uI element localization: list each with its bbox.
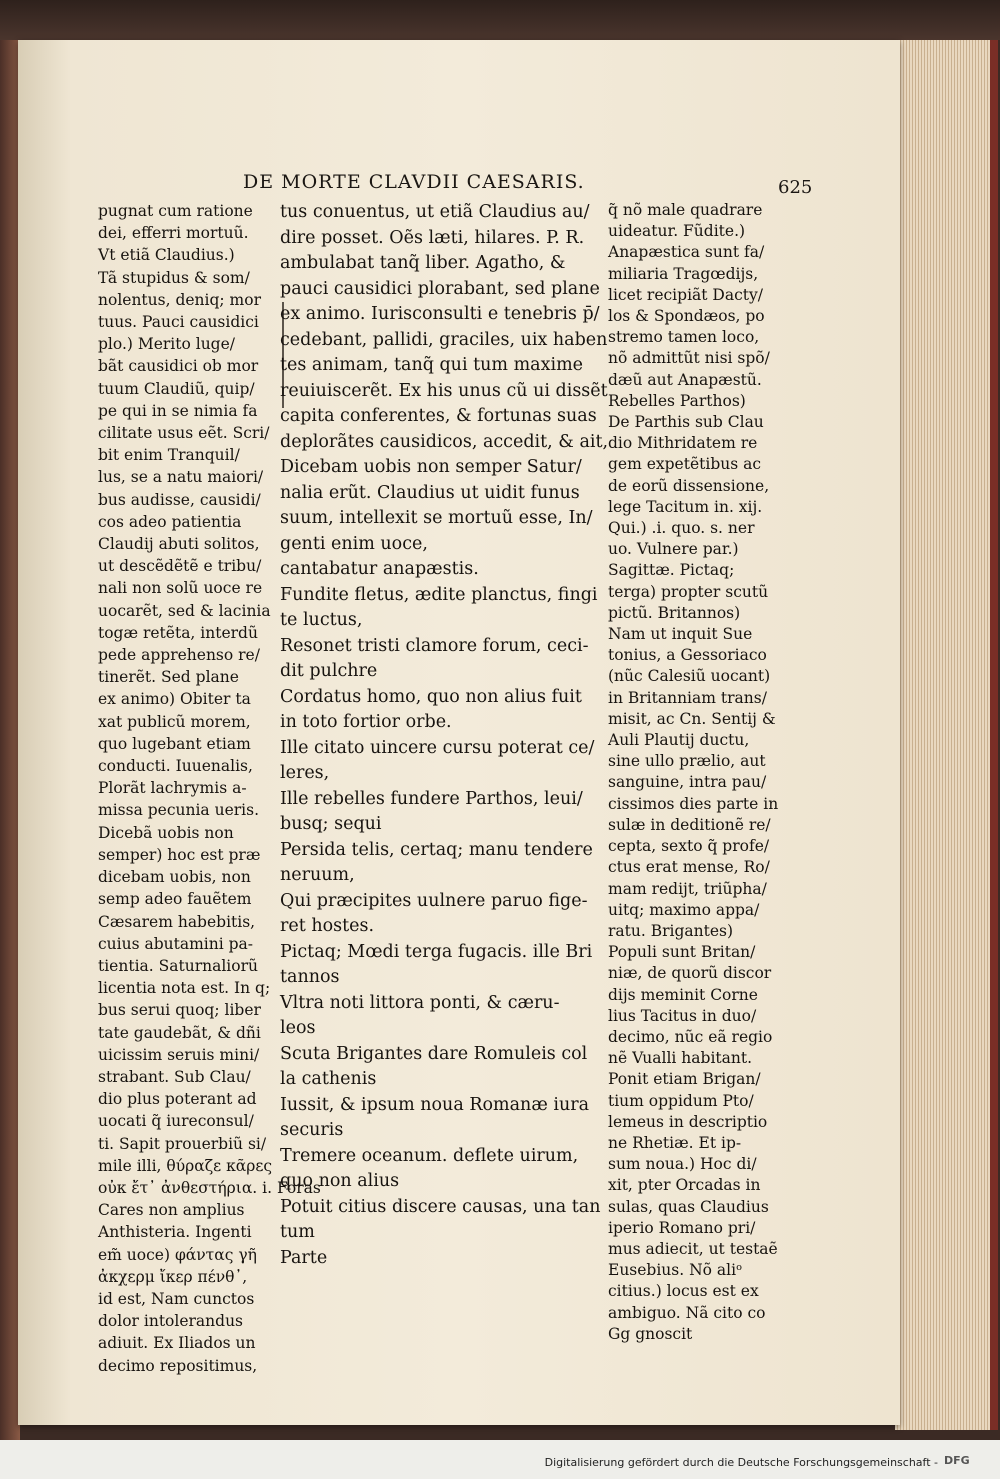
commentary-line: stremo tamen loco, [608,328,760,347]
commentary-line: dolor intolerandus [98,1312,244,1331]
commentary-line: ἀκχερμ ἴκερ πένθ᾽, [98,1267,248,1286]
commentary-line: pugnat cum ratione [98,202,253,220]
commentary-line: pictũ. Britannos) [608,603,741,622]
text-line: Persida telis, certaq; manu tendere [280,839,593,860]
commentary-line: sulas, quas Claudius [608,1197,769,1216]
commentary-line: Sagittæ. Pictaq; [608,561,735,580]
commentary-line: sine ullo prælio, aut [608,752,766,771]
dfg-logo: DFG [944,1454,970,1467]
commentary-line: semper) hoc est præ [98,845,261,864]
commentary-line: nẽ Vualli habitant. [608,1049,753,1068]
commentary-line: q̃ nõ male quadrare [608,201,763,219]
commentary-line: togæ retẽta, interdũ [98,623,258,642]
commentary-line: cuius abutamini pa- [98,934,254,953]
commentary-line: cos adeo patientia [98,512,242,531]
commentary-line: sulæ in deditionẽ re/ [608,815,771,834]
text-line: Vltra noti littora ponti, & cæru- [280,992,560,1013]
commentary-line: tinerẽt. Sed plane [98,668,239,687]
text-line: nalia erũt. Claudius ut uidit funus [280,482,580,503]
book-spine [0,40,20,1440]
main-text-column [280,200,609,1271]
commentary-line: mus adiecit, ut testaẽ [608,1239,778,1258]
commentary-line: Tã stupidus & som/ [98,268,250,287]
text-line: cantabatur anapæstis. [280,559,479,579]
commentary-line: uideatur. Fũdite.) [608,222,746,241]
commentary-line: Anapæstica sunt fa/ [608,243,765,262]
commentary-line: semp adeo fauẽtem [98,890,252,909]
commentary-line: tuum Claudiũ, quip/ [98,379,255,398]
commentary-line: Qui.) .i. quo. s. ner [608,519,755,538]
commentary-line: tuus. Pauci causidici [98,313,259,332]
commentary-line: de eorũ dissensione, [608,476,770,495]
commentary-line: nali non solũ uoce re [98,579,263,598]
commentary-line: uicissim seruis mini/ [98,1045,260,1064]
commentary-line: Plorãt lachrymis a- [98,779,247,798]
commentary-line: xit, pter Orcadas in [608,1176,761,1195]
commentary-line: dijs meminit Corne [608,985,758,1004]
text-line: deplorãtes causidicos, accedit, & ait, [280,431,609,452]
text-line: Ille rebelles fundere Parthos, leui/ [280,788,583,809]
text-line: suum, intellexit se mortuũ esse, In/ [280,508,593,528]
commentary-line: ctus erat mense, Ro/ [608,858,770,877]
commentary-line: οὐκ ἔτ᾽ ἀνθεστήρια. i. Foras [98,1178,321,1197]
commentary-line: misit, ac Cn. Sentij & [608,709,776,728]
page-number: 625 [778,177,813,198]
commentary-line: adiuit. Ex Iliados un [98,1334,256,1353]
commentary-line: xat publicũ morem, [98,712,251,731]
text-line: Cordatus homo, quo non alius fuit [280,686,582,707]
commentary-line: tientia. Saturnaliorũ [98,956,258,975]
text-line: Potuit citius discere causas, una tan [280,1196,601,1217]
commentary-line: Claudij abuti solitos, [98,535,260,554]
commentary-line: missa pecunia ueris. [98,801,260,820]
book-cover-top [0,0,1000,40]
text-line: quo non alius [280,1171,400,1191]
commentary-line: uitq; maximo appa/ [608,900,760,919]
text-line: Dicebam uobis non semper Satur/ [280,457,582,477]
text-line: in toto fortior orbe. [280,712,452,732]
text-line: tannos [280,967,340,987]
text-line: ex animo. Iurisconsulti e tenebris p̄/ [280,304,600,324]
commentary-line: Vt etiã Claudius.) [98,246,235,265]
commentary-line: citius.) locus est ex [608,1282,759,1301]
commentary-line: cissimos dies parte in [608,794,779,813]
commentary-line: los & Spondæos, po [608,307,765,326]
text-line: Ille citato uincere cursu poterat ce/ [280,737,595,758]
right-commentary-column [608,200,788,1345]
text-line: pauci causidici plorabant, sed plane [280,278,600,299]
text-line: la cathenis [280,1069,377,1089]
text-line: Scuta Brigantes dare Romuleis col [280,1043,588,1064]
commentary-line: strabant. Sub Clau/ [98,1067,251,1086]
text-line: tus conuentus, ut etiã Claudius au/ [280,202,590,222]
text-line: Pictaq; Mœdi terga fugacis. ille Bri [280,941,593,962]
commentary-line: nõ admittũt nisi spõ/ [608,349,770,368]
text-line: Tremere oceanum. deflete uirum, [280,1145,579,1166]
commentary-line: Rebelles Parthos) [608,391,746,410]
commentary-line: id est, Nam cunctos [98,1289,255,1308]
commentary-line: niæ, de quorũ discor [608,964,772,983]
commentary-line: Dicebã uobis non [98,823,234,842]
commentary-line: bus audisse, causidi/ [98,490,261,509]
commentary-line: dæũ aut Anapæstũ. [608,370,762,389]
commentary-line: uocarẽt, sed & lacinia [98,601,271,620]
text-line: ret hostes. [280,916,375,936]
text-line: reuiuiscerẽt. Ex his unus cũ ui dissẽt [280,380,608,401]
footer-bar [0,1448,1000,1479]
commentary-line: Cæsarem habebitis, [98,912,256,931]
commentary-line: licentia nota est. In q; [98,979,271,998]
commentary-line: dicebam uobis, non [98,868,251,887]
commentary-line: Cares non amplius [98,1201,245,1220]
commentary-line: sanguine, intra pau/ [608,773,767,792]
commentary-line: conducti. Iuuenalis, [98,757,253,776]
commentary-line: cepta, sexto q̃ profe/ [608,837,770,856]
commentary-line: Ponit etiam Brigan/ [608,1070,761,1089]
text-line: leres, [280,763,330,783]
commentary-line: uocati q̃ iureconsul/ [98,1112,254,1131]
commentary-line: Anthisteria. Ingenti [98,1223,252,1242]
commentary-line: uo. Vulnere par.) [608,540,739,559]
commentary-line: Gg gnoscit [608,1324,693,1343]
commentary-line: decimo repositimus, [98,1356,258,1375]
commentary-line: lemeus in descriptio [608,1112,768,1131]
commentary-line: sum noua.) Hoc di/ [608,1155,757,1174]
commentary-line: tate gaudebãt, & dñi [98,1023,261,1042]
commentary-line: quo lugebant etiam [98,734,251,753]
text-line: capita conferentes, & fortunas suas [280,406,597,426]
commentary-line: mile illi, θύραζε κᾶρες [98,1156,273,1175]
text-line: busq; sequi [280,814,382,834]
commentary-line: ambiguo. Nã cito co [608,1303,766,1322]
text-line: ambulabat tanq̃ liber. Agatho, & [280,253,566,273]
text-line: tes animam, tanq̃ qui tum maxime [280,355,584,375]
commentary-line: lege Tacitum in. xij. [608,497,763,516]
text-line: Parte [280,1247,328,1268]
commentary-line: gem expetẽtibus ac [608,455,762,474]
commentary-line: iperio Romano pri/ [608,1218,756,1237]
commentary-line: Auli Plautij ductu, [608,731,750,750]
commentary-line: pede apprehenso re/ [98,646,260,665]
commentary-line: ex animo) Obiter ta [98,690,251,709]
text-line: Qui præcipites uulnere paruo fige- [280,890,588,911]
commentary-line: nolentus, deniq; mor [98,290,261,309]
commentary-line: cilitate usus eẽt. Scri/ [98,424,270,443]
text-line: leos [280,1018,316,1038]
commentary-line: ne Rhetiæ. Et ip- [608,1133,742,1152]
text-line: Resonet tristi clamore forum, ceci- [280,635,589,656]
text-line: neruum, [280,865,355,885]
commentary-line: De Parthis sub Clau [608,413,764,432]
commentary-line: bus serui quoq; liber [98,1001,261,1020]
funding-notice: Digitalisierung gefördert durch die Deutsche Forschungsgemeinschaft - [544,1456,938,1469]
commentary-line: lus, se a natu maiori/ [98,468,264,487]
commentary-line: tonius, a Gessoriaco [608,646,767,665]
commentary-line: in Britanniam trans/ [608,688,767,707]
text-line: securis [280,1120,344,1140]
commentary-line: ratu. Brigantes) [608,921,734,940]
commentary-line: pe qui in se nimia fa [98,401,258,420]
commentary-line: dio plus poterant ad [98,1090,257,1109]
text-line: Iussit, & ipsum noua Romanæ iura [280,1094,590,1115]
commentary-line: Eusebius. Nõ aliᵒ [608,1261,743,1280]
commentary-line: dei, efferri mortuũ. [98,224,249,243]
commentary-line: licet recipiãt Dacty/ [608,285,763,304]
commentary-line: em̃ uoce) φάντας γῆ [98,1245,257,1264]
page-edges [895,40,998,1430]
text-line: dit pulchre [280,661,378,681]
running-heading: DE MORTE CLAVDII CAESARIS. [243,171,585,193]
commentary-line: plo.) Merito luge/ [98,335,235,354]
text-line: genti enim uoce, [280,533,428,554]
commentary-line: Nam ut inquit Sue [608,625,753,644]
commentary-line: bit enim Tranquil/ [98,446,240,465]
book-page [18,40,900,1425]
text-line: Fundite fletus, ædite planctus, fingi [280,584,598,605]
commentary-line: mam redijt, triũpha/ [608,879,767,898]
commentary-line: bãt causidici ob mor [98,357,259,376]
commentary-line: (nũc Calesiũ uocant) [608,667,771,686]
commentary-line: terga) propter scutũ [608,582,769,601]
commentary-line: lius Tacitus in duo/ [608,1006,757,1025]
commentary-line: tium oppidum Pto/ [608,1091,754,1110]
text-line: dire posset. Oẽs læti, hilares. P. R. [280,227,585,248]
commentary-line: dio Mithridatem re [608,434,758,453]
commentary-line: decimo, nũc eã regio [608,1027,773,1046]
commentary-line: Populi sunt Britan/ [608,943,756,962]
text-line: tum [280,1222,315,1242]
text-line: cedebant, pallidi, graciles, uix haben [280,329,608,350]
text-line: te luctus, [280,610,363,630]
commentary-line: ti. Sapit prouerbiũ si/ [98,1134,267,1153]
commentary-line: miliaria Tragœdijs, [608,264,759,283]
commentary-line: ut descẽdẽtẽ e tribu/ [98,557,262,576]
